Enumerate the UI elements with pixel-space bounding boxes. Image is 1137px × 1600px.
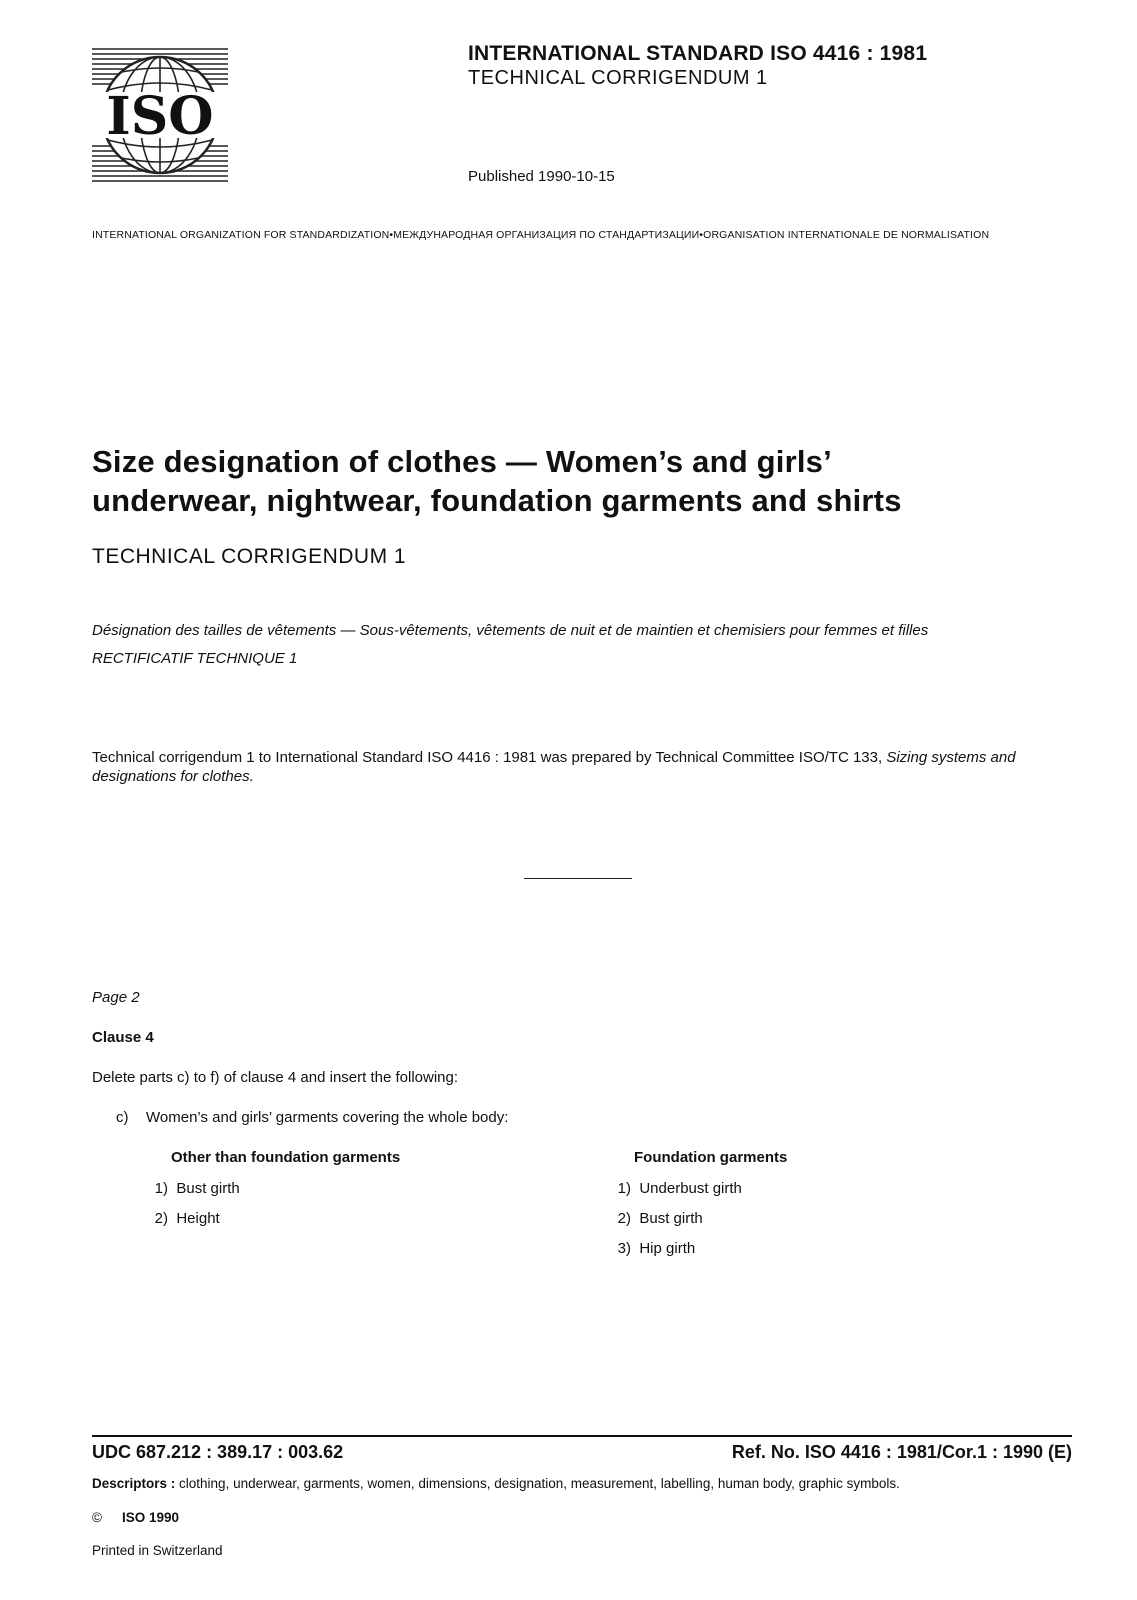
row-number: 2) bbox=[154, 1210, 168, 1227]
french-title: Désignation des tailles de vêtements — Sous-vêtements, vêtements de nuit et de maintien et chemisiers pour femmes et filles bbox=[92, 622, 929, 639]
copyright-icon: © bbox=[92, 1510, 102, 1525]
section-divider bbox=[524, 878, 632, 879]
iso-logo-text: ISO bbox=[106, 86, 214, 147]
row-number: 1) bbox=[617, 1180, 631, 1197]
clause-heading: Clause 4 bbox=[92, 1029, 154, 1046]
row-text: Bust girth bbox=[639, 1210, 703, 1227]
descriptors-list: clothing, underwear, garments, women, dimensions, designation, measurement, labelling, human body, graphic symbols. bbox=[175, 1476, 900, 1491]
descriptors-label: Descriptors : bbox=[92, 1476, 176, 1491]
list-item-label: c) bbox=[116, 1109, 129, 1126]
document-title-line-2: underwear, nightwear, foundation garments and shirts bbox=[92, 483, 902, 518]
organization-line: INTERNATIONAL ORGANIZATION FOR STANDARDIZATION•МЕЖДУНАРОДНАЯ ОРГАНИЗАЦИЯ ПО СТАНДАРТИЗАЦИИ•ORGANISATION INTERNATIONALE DE NORMALISATION bbox=[92, 229, 990, 241]
instruction-text: Delete parts c) to f) of clause 4 and insert the following: bbox=[92, 1069, 459, 1086]
reference-number: Ref. No. ISO 4416 : 1981/Cor.1 : 1990 (E) bbox=[731, 1442, 1072, 1462]
footer-rule bbox=[92, 1435, 1072, 1437]
intro-paragraph bbox=[92, 748, 1072, 786]
left-column-row bbox=[134, 1180, 240, 1197]
committee-title: Sizing systems and designations for clothes. bbox=[92, 749, 1016, 785]
published-date: Published 1990-10-15 bbox=[468, 168, 615, 185]
document-subtitle: TECHNICAL CORRIGENDUM 1 bbox=[92, 545, 407, 568]
document-title-line-1: Size designation of clothes — Women’s and girls’ bbox=[92, 444, 832, 479]
right-column-row bbox=[597, 1180, 742, 1197]
list-item-c bbox=[116, 1109, 508, 1126]
row-text: Height bbox=[176, 1210, 220, 1227]
right-column-row bbox=[597, 1240, 695, 1257]
standard-title: INTERNATIONAL STANDARD ISO 4416 : 1981 bbox=[468, 42, 928, 65]
row-text: Bust girth bbox=[176, 1180, 240, 1197]
iso-logo bbox=[92, 46, 228, 184]
udc-code: UDC 687.212 : 389.17 : 003.62 bbox=[92, 1442, 344, 1462]
printed-in: Printed in Switzerland bbox=[92, 1543, 223, 1558]
row-number: 1) bbox=[154, 1180, 168, 1197]
left-column-heading: Other than foundation garments bbox=[171, 1149, 401, 1166]
french-subtitle: RECTIFICATIF TECHNIQUE 1 bbox=[92, 650, 298, 667]
descriptors bbox=[92, 1476, 1082, 1491]
row-number: 2) bbox=[617, 1210, 631, 1227]
list-item-text: Women’s and girls’ garments covering the whole body: bbox=[146, 1109, 509, 1126]
right-column-heading: Foundation garments bbox=[634, 1149, 788, 1166]
intro-text: Technical corrigendum 1 to International Standard ISO 4416 : 1981 was prepared by Technical Committee ISO/TC 133, bbox=[92, 749, 887, 766]
row-number: 3) bbox=[617, 1240, 631, 1257]
document-title bbox=[92, 442, 1072, 520]
row-text: Underbust girth bbox=[639, 1180, 742, 1197]
right-column-row bbox=[597, 1210, 703, 1227]
standard-subtitle: TECHNICAL CORRIGENDUM 1 bbox=[468, 67, 768, 89]
copyright bbox=[92, 1510, 179, 1525]
page-reference: Page 2 bbox=[92, 989, 140, 1006]
left-column-row bbox=[134, 1210, 220, 1227]
row-text: Hip girth bbox=[639, 1240, 696, 1257]
copyright-text: ISO 1990 bbox=[122, 1510, 180, 1525]
